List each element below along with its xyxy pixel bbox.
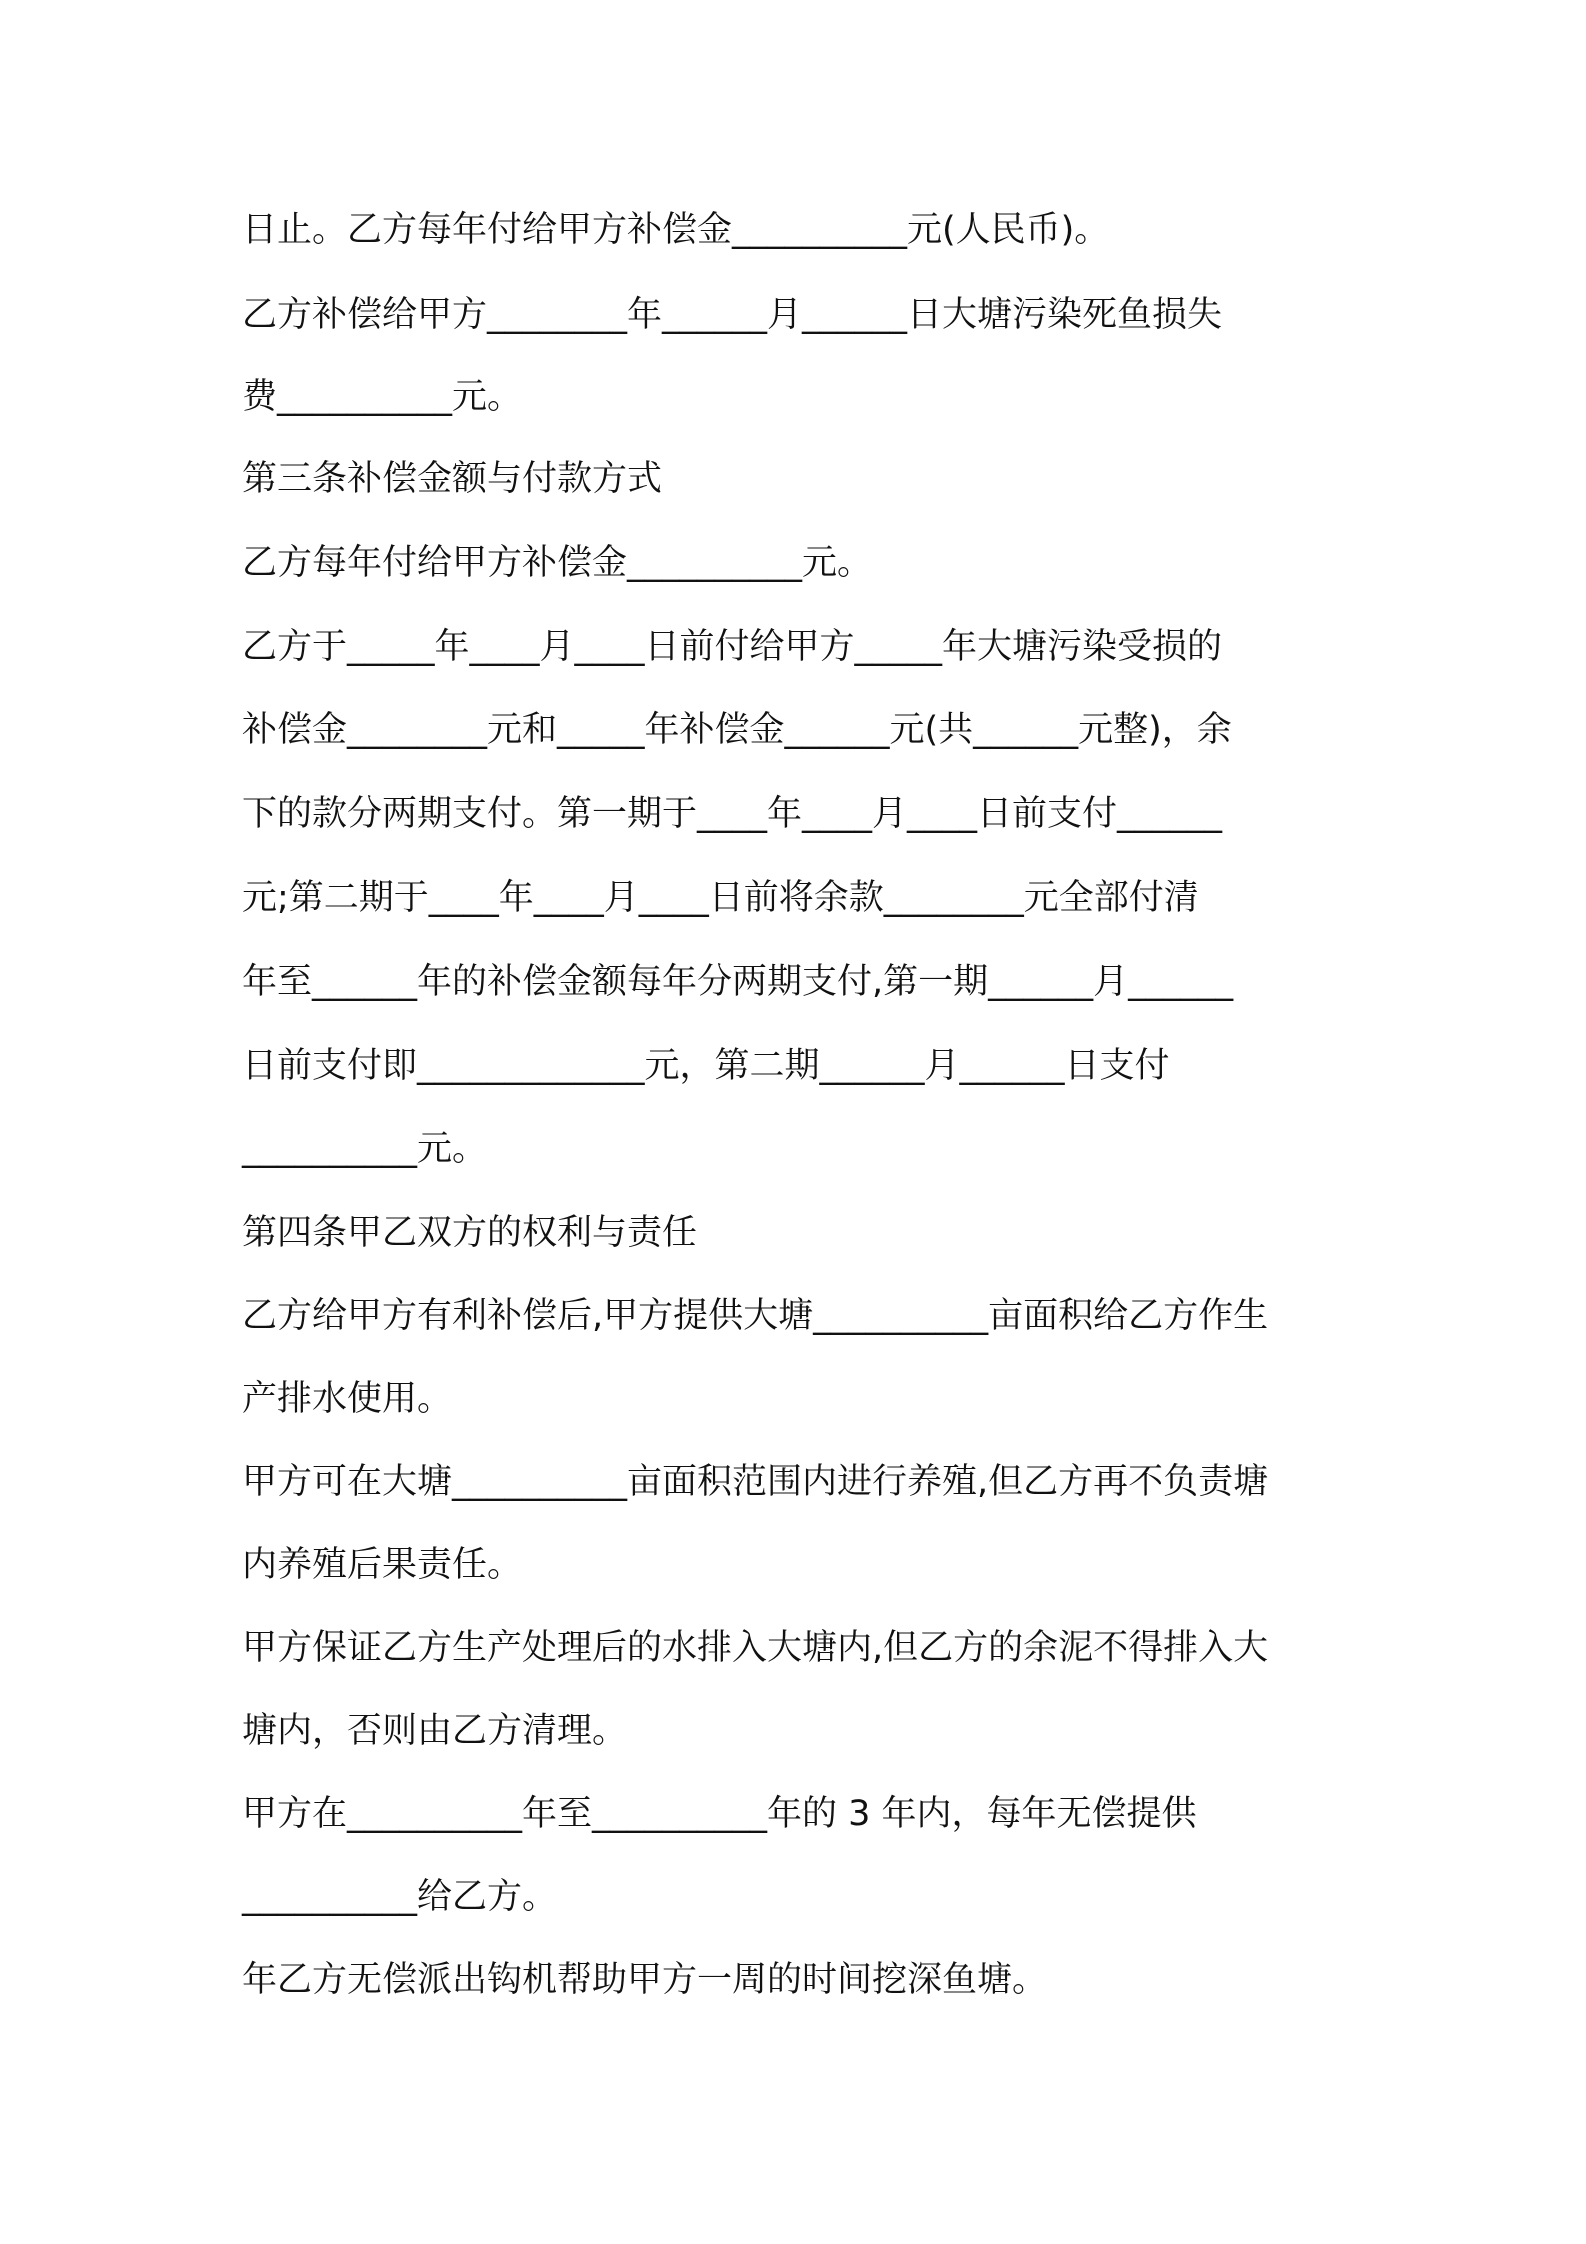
text-line: 年乙方无偿派出钩机帮助甲方一周的时间挖深鱼塘。 [242, 1960, 1048, 2000]
section-heading: 第四条甲乙双方的权利与责任 [242, 1213, 698, 1253]
text-line: 甲方在__________年至__________年的 3 年内，每年无偿提供 [242, 1794, 1197, 1834]
text-line: 产排水使用。 [242, 1379, 453, 1419]
text-line: 甲方可在大塘__________亩面积范围内进行养殖,但乙方再不负责塘 [242, 1462, 1269, 1502]
text-line: 内养殖后果责任。 [242, 1545, 523, 1585]
text-line: 乙方于_____年____月____日前付给甲方_____年大塘污染受损的 [242, 627, 1223, 667]
text-line: 补偿金________元和_____年补偿金______元(共______元整)，余 [242, 710, 1232, 750]
text-line: 日前支付即_____________元，第二期______月______日支付 [242, 1046, 1170, 1086]
text-line: 乙方补偿给甲方________年______月______日大塘污染死鱼损失 [242, 295, 1223, 335]
text-line: 日止。乙方每年付给甲方补偿金__________元(人民币)。 [242, 210, 1110, 250]
text-line: 塘内，否则由乙方清理。 [242, 1711, 628, 1751]
text-line: 乙方每年付给甲方补偿金__________元。 [242, 543, 873, 583]
text-line: __________元。 [242, 1129, 488, 1169]
text-line: 年至______年的补偿金额每年分两期支付,第一期______月______ [242, 962, 1234, 1002]
text-line: 甲方保证乙方生产处理后的水排入大塘内,但乙方的余泥不得排入大 [242, 1628, 1269, 1668]
section-heading: 第三条补偿金额与付款方式 [242, 459, 663, 499]
text-line: 元;第二期于____年____月____日前将余款________元全部付清 [242, 878, 1199, 918]
text-line: 下的款分两期支付。第一期于____年____月____日前支付______ [242, 794, 1223, 834]
text-line: 费__________元。 [242, 377, 523, 417]
text-line: 乙方给甲方有利补偿后,甲方提供大塘__________亩面积给乙方作生 [242, 1296, 1269, 1336]
text-line: __________给乙方。 [242, 1877, 558, 1917]
